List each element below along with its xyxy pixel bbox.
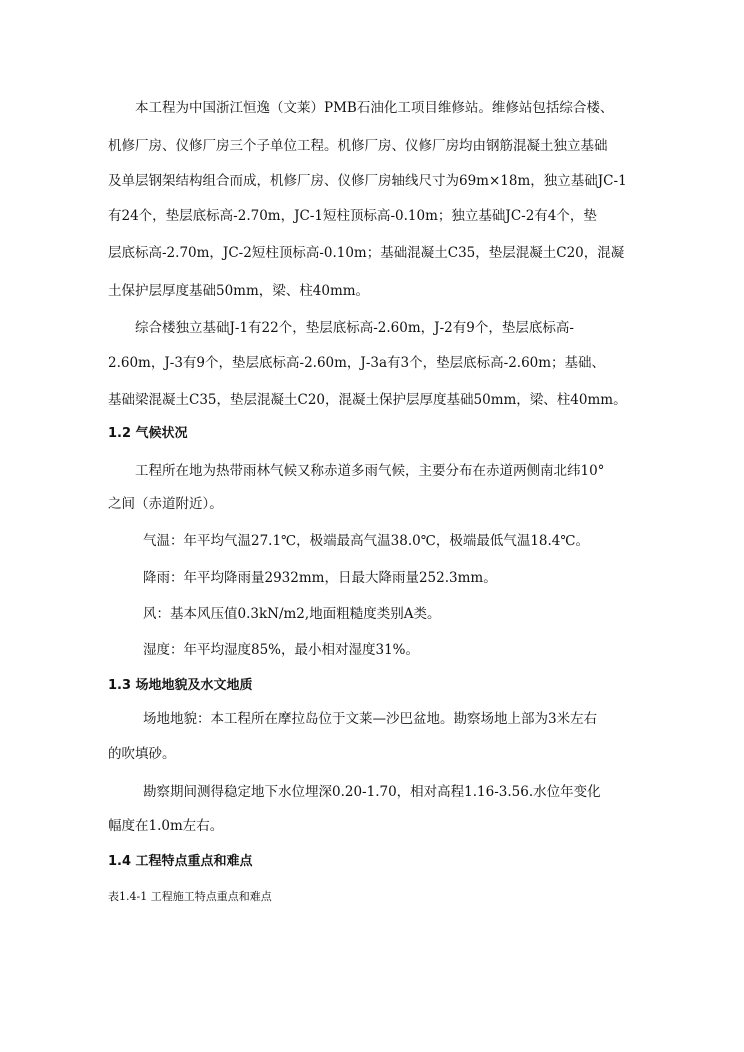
table-caption: 表1.4-1 工程施工特点重点和难点 xyxy=(108,890,272,903)
paragraph-line: 本工程为中国浙江恒逸（文莱）PMB石油化工项目维修站。维修站包括综合楼、 xyxy=(135,100,614,116)
paragraph-line: 工程所在地为热带雨林气候又称赤道多雨气候，主要分布在赤道两侧南北纬10° xyxy=(135,463,605,479)
paragraph-line: 及单层钢架结构组合而成，机修厂房、仪修厂房轴线尺寸为69m×18m，独立基础JC-1 xyxy=(108,173,627,189)
section-heading-climate: 1.2 气候状况 xyxy=(108,426,188,441)
paragraph-line: 综合楼独立基础J-1有22个，垫层底标高-2.60m，J-2有9个，垫层底标高- xyxy=(135,320,574,336)
paragraph-line: 层底标高-2.70m，JC-2短柱顶标高-0.10m；基础混凝土C35，垫层混凝土C20，混凝 xyxy=(108,245,625,261)
paragraph-line: 勘察期间测得稳定地下水位埋深0.20-1.70，相对高程1.16-3.56.水位年变化 xyxy=(143,784,601,800)
section-heading-features: 1.4 工程特点重点和难点 xyxy=(108,854,253,869)
climate-humidity: 湿度：年平均湿度85%，最小相对湿度31%。 xyxy=(143,642,420,658)
paragraph-line: 之间（赤道附近）。 xyxy=(108,496,223,512)
paragraph-line: 的吹填砂。 xyxy=(108,746,176,762)
paragraph-line: 基础梁混凝土C35，垫层混凝土C20，混凝土保护层厚度基础50mm，梁、柱40mm。 xyxy=(108,392,627,408)
paragraph-line: 幅度在1.0m左右。 xyxy=(108,818,224,834)
climate-temperature: 气温：年平均气温27.1℃，极端最高气温38.0℃，极端最低气温18.4℃。 xyxy=(143,533,589,549)
paragraph-line: 机修厂房、仪修厂房三个子单位工程。机修厂房、仪修厂房均由钢筋混凝土独立基础 xyxy=(108,138,608,154)
paragraph-line: 2.60m，J-3有9个，垫层底标高-2.60m，J-3a有3个，垫层底标高-2.60m；基础、 xyxy=(108,355,606,371)
paragraph-line: 场地地貌：本工程所在摩拉岛位于文莱—沙巴盆地。勘察场地上部为3米左右 xyxy=(143,711,598,727)
paragraph-line: 有24个，垫层底标高-2.70m，JC-1短柱顶标高-0.10m；独立基础JC-2有4个，垫 xyxy=(108,208,597,224)
climate-wind: 风：基本风压值0.3kN/m2,地面粗糙度类别A类。 xyxy=(143,606,441,622)
climate-rainfall: 降雨：年平均降雨量2932mm，日最大降雨量252.3mm。 xyxy=(143,570,497,586)
section-heading-site: 1.3 场地地貌及水文地质 xyxy=(108,678,253,693)
paragraph-line: 土保护层厚度基础50mm，梁、柱40mm。 xyxy=(108,283,370,299)
